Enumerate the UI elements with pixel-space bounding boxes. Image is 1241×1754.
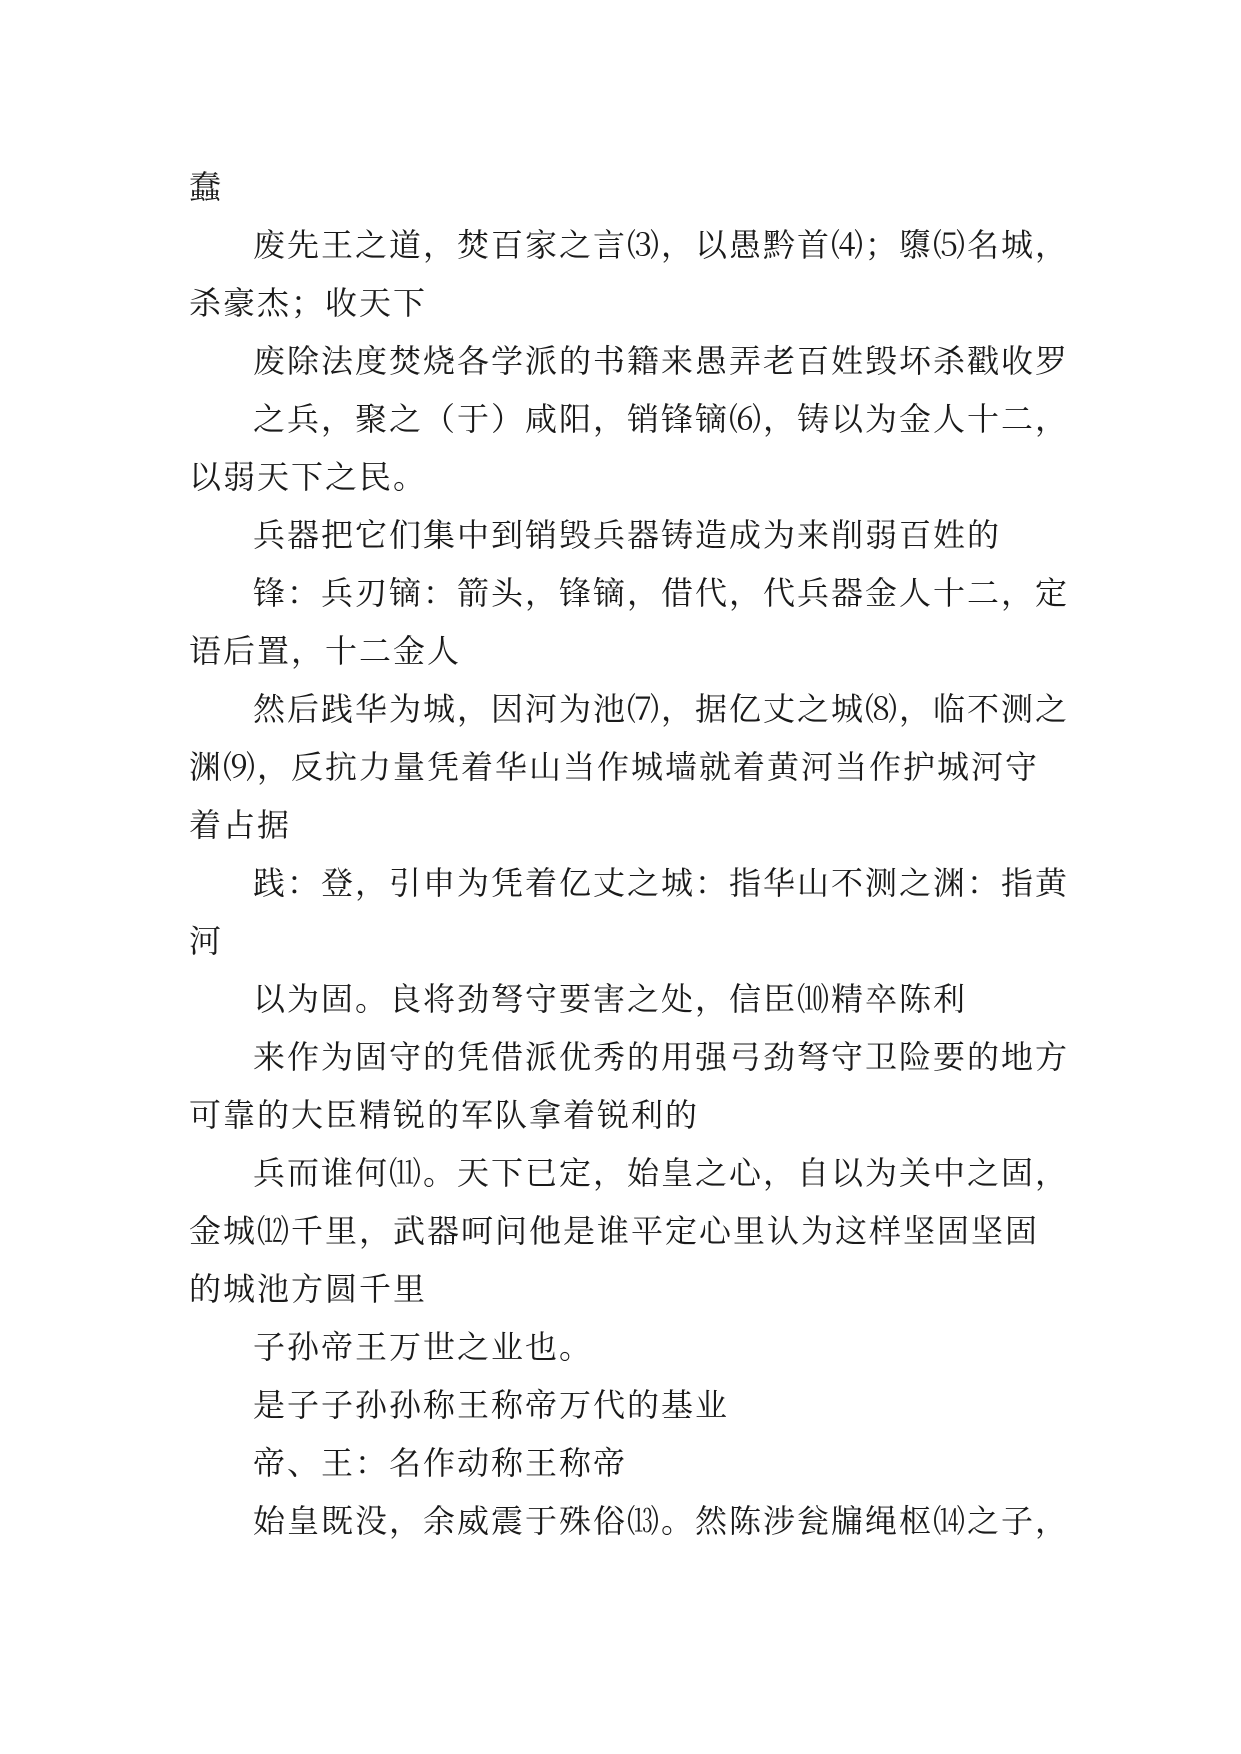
paragraph: 废先王之道，焚百家之言⑶，以愚黔首⑷；隳⑸名城，杀豪杰；收天下 <box>189 226 1070 322</box>
paragraph: 之兵，聚之（于）咸阳，销锋镝⑹，铸以为金人十二，以弱天下之民。 <box>189 400 1070 496</box>
document-body <box>189 158 1069 1550</box>
paragraph: 兵器把它们集中到销毁兵器铸造成为来削弱百姓的 <box>253 516 1002 554</box>
paragraph: 蠢 <box>189 168 224 206</box>
paragraph: 来作为固守的凭借派优秀的用强弓劲弩守卫险要的地方可靠的大臣精锐的军队拿着锐利的 <box>189 1038 1070 1134</box>
paragraph: 始皇既没，余威震于殊俗⒀。然陈涉瓮牖绳枢⒁之子， <box>253 1502 1070 1540</box>
paragraph: 以为固。良将劲弩守要害之处，信臣⑽精卒陈利 <box>253 980 968 1018</box>
paragraph: 废除法度焚烧各学派的书籍来愚弄老百姓毁坏杀戳收罗 <box>253 342 1070 380</box>
paragraph: 锋：兵刃镝：箭头，锋镝，借代，代兵器金人十二，定语后置，十二金人 <box>189 574 1070 670</box>
paragraph: 兵而谁何⑾。天下已定，始皇之心，自以为关中之固，金城⑿千里，武器呵问他是谁平定心里认为这样坚固坚固的城池方圆千里 <box>189 1154 1070 1308</box>
paragraph: 帝、王：名作动称王称帝 <box>253 1444 628 1482</box>
paragraph: 然后践华为城，因河为池⑺，据亿丈之城⑻，临不测之渊⑼，反抗力量凭着华山当作城墙就着黄河当作护城河守着占据 <box>189 690 1070 844</box>
paragraph: 践：登，引申为凭着亿丈之城：指华山不测之渊：指黄河 <box>189 864 1070 960</box>
paragraph: 子孙帝王万世之业也。 <box>253 1328 594 1366</box>
paragraph: 是子子孙孙称王称帝万代的基业 <box>253 1386 730 1424</box>
